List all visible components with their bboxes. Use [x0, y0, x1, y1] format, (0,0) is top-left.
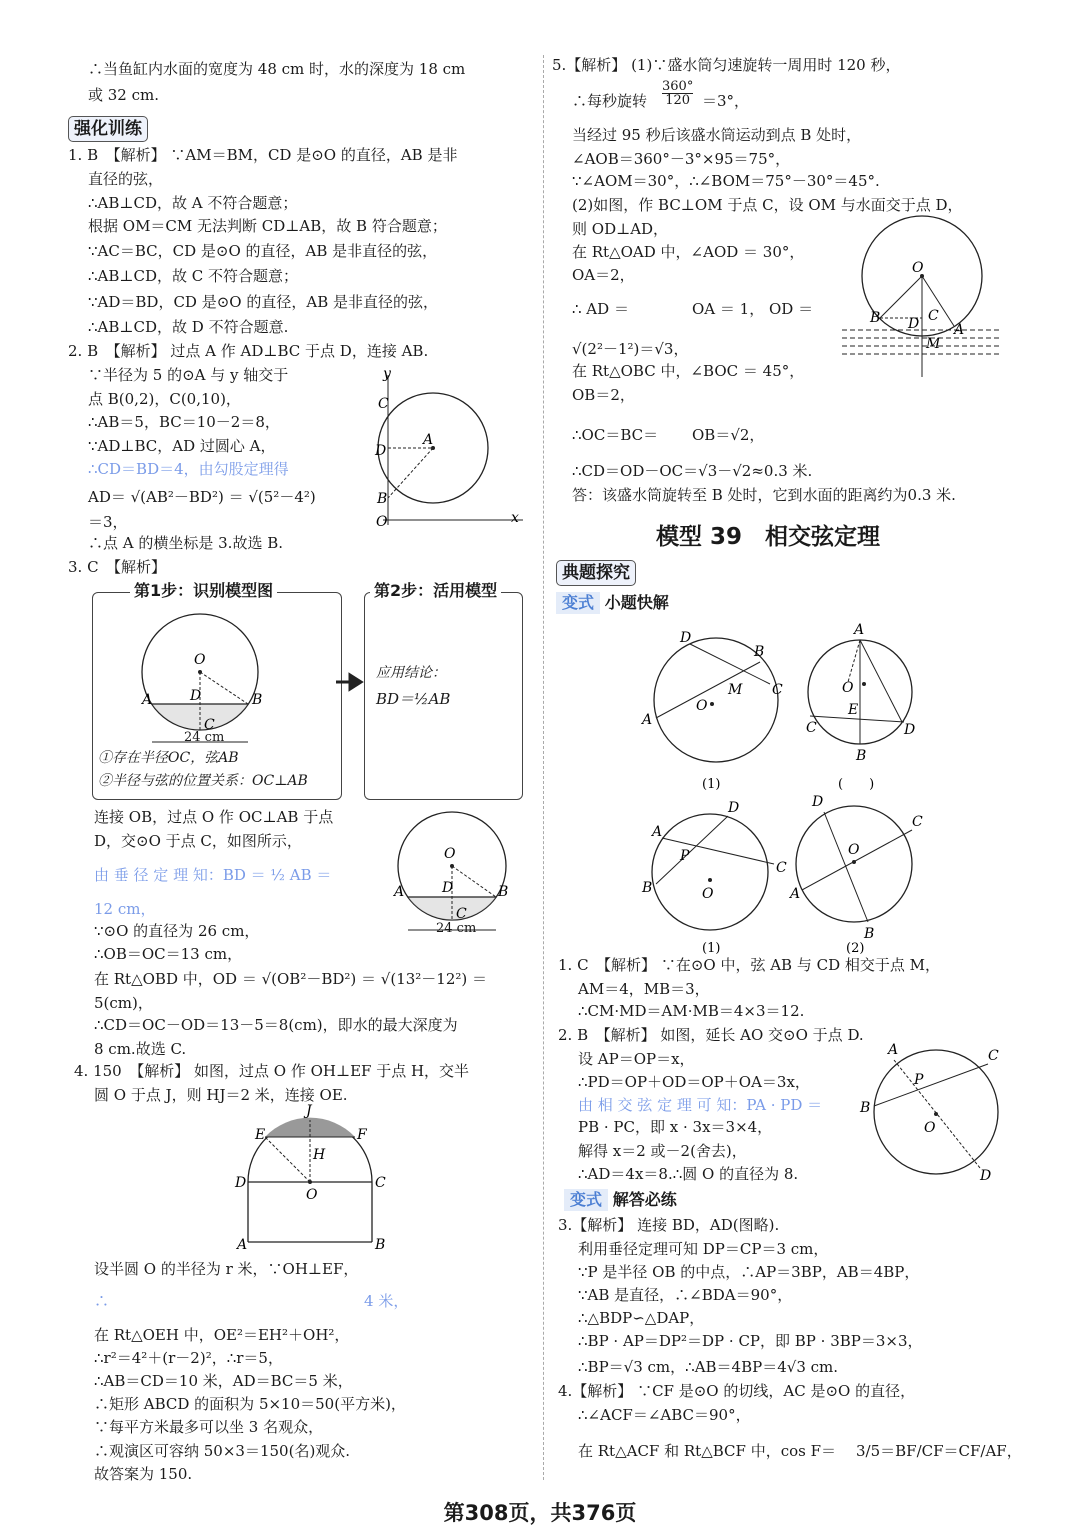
- step1-note: ①存在半径OC，弦AB: [98, 750, 239, 766]
- rq2-line: 解得 x＝2 或－2(舍去)，: [578, 1142, 747, 1160]
- svg-text:C: C: [806, 720, 817, 736]
- svg-text:B: B: [870, 310, 881, 326]
- q1-line: 根据 OM＝CM 无法判断 CD⊥AB，故 B 符合题意；: [88, 217, 447, 235]
- rq4-line: ∴∠ACF＝∠ABC＝90°，: [578, 1406, 751, 1424]
- step2-text: 应用结论：: [376, 665, 446, 681]
- q1-line: ∵AD＝BD，CD 是⊙O 的直径，AB 是非直径的弦，: [88, 293, 438, 311]
- svg-text:C: C: [776, 860, 787, 876]
- q1-line: 1. B 【解析】 ∵AM＝BM，CD 是⊙O 的直径，AB 是非: [68, 146, 458, 164]
- q2-line: ∵AD⊥BC，AD 过圆心 A，: [88, 437, 276, 455]
- svg-text:A: A: [142, 692, 153, 708]
- q2-line: AD＝ √(AB²－BD²) ＝ √(5²－4²): [88, 488, 316, 506]
- svg-text:P: P: [914, 1072, 924, 1088]
- rq3-line: 3.【解析】 连接 BD，AD(图略).: [558, 1216, 780, 1234]
- q4-line: ∴矩形 ABCD 的面积为 5×10＝50(平方米)，: [94, 1395, 406, 1413]
- svg-text:B: B: [375, 1237, 386, 1253]
- q5-line: 当经过 95 秒后该盛水筒运动到点 B 处时，: [572, 126, 862, 144]
- q4-line: ∴AB＝CD＝10 米，AD＝BC＝5 米，: [94, 1372, 353, 1390]
- rq3-line: ∴BP＝√3 cm，∴AB＝4BP＝4√3 cm.: [578, 1358, 839, 1376]
- svg-text:D: D: [812, 794, 824, 810]
- svg-text:J: J: [306, 1103, 312, 1119]
- svg-text:D: D: [680, 630, 692, 646]
- svg-text:C: C: [375, 1175, 386, 1191]
- variant-tag: 变式: [564, 1189, 608, 1211]
- q1-line: ∵AC＝BC，CD 是⊙O 的直径，AB 是非直径的弦，: [88, 242, 438, 260]
- rq3-line: ∴△BDP∽△DAP，: [578, 1309, 705, 1327]
- section-tag-practice: 强化训练: [68, 116, 148, 142]
- variant-tag: 变式: [556, 592, 600, 614]
- q4-line: 设半圆 O 的半径为 r 米，∵OH⊥EF，: [94, 1260, 359, 1278]
- q1-line: ∴AB⊥CD，故 C 不符合题意；: [88, 267, 299, 285]
- svg-text:A: A: [237, 1237, 248, 1253]
- q2-line: ∴点 A 的横坐标是 3.故选 B.: [88, 534, 284, 552]
- q5-line: 5.【解析】 (1)∵盛水筒匀速旋转一周用时 120 秒，: [552, 56, 901, 74]
- rq2-line: PB · PC，即 x · 3x＝3×4，: [578, 1118, 773, 1136]
- q5-line: 在 Rt△OAD 中，∠AOD ＝ 30°，: [572, 243, 805, 261]
- intro-line: 或 32 cm.: [88, 86, 160, 104]
- svg-text:A: A: [394, 884, 405, 900]
- rq1-line: AM＝4，MB＝3，: [578, 980, 710, 998]
- svg-text:A: A: [954, 322, 965, 338]
- q3-line: 在 Rt△OBD 中，OD ＝ √(OB²－BD²) ＝ √(13²－12²) ＝: [94, 970, 488, 988]
- q3-line: 连接 OB，过点 O 作 OC⊥AB 于点: [94, 808, 334, 826]
- svg-text:C: C: [912, 814, 923, 830]
- svg-text:B: B: [377, 491, 388, 507]
- svg-text:D: D: [235, 1175, 247, 1191]
- q4-line: ∵每平方米最多可以坐 3 名观众，: [94, 1418, 324, 1436]
- svg-text:H: H: [313, 1147, 326, 1163]
- step2-formula: BD＝½AB: [376, 690, 451, 708]
- svg-text:B: B: [864, 926, 875, 942]
- sub-title-must: 解答必练: [612, 1190, 677, 1209]
- rq2-line: 设 AP＝OP＝x，: [578, 1050, 695, 1068]
- svg-text:D: D: [728, 800, 740, 816]
- svg-text:C: C: [378, 396, 389, 412]
- q4-line: ∴观演区可容纳 50×3＝150(名)观众.: [94, 1442, 351, 1460]
- q5-line: ∠AOB＝360°－3°×95＝75°，: [572, 150, 791, 168]
- step1-note: ②半径与弦的位置关系：OC⊥AB: [98, 773, 308, 789]
- q5-line: ∴CD＝OD－OC＝√3－√2≈0.3 米.: [572, 462, 813, 480]
- q3-line: D，交⊙O 于点 C，如图所示，: [94, 832, 302, 850]
- rq3-line: 利用垂径定理可知 DP＝CP＝3 cm，: [578, 1240, 829, 1258]
- rq3-line: ∵P 是半径 OB 的中点，∴AP＝3BP，AB＝4BP，: [578, 1263, 920, 1281]
- column-divider: [543, 55, 544, 1480]
- svg-text:M: M: [728, 682, 743, 698]
- svg-text:A: A: [642, 712, 653, 728]
- q1-line: 直径的弦，: [88, 170, 164, 188]
- q3-line: ∴OB＝OC＝13 cm，: [94, 945, 243, 963]
- rq4-line: 3/5＝BF/CF＝CF/AF，: [856, 1442, 1022, 1460]
- svg-text:A: A: [652, 824, 663, 840]
- svg-text:A: A: [423, 432, 434, 448]
- step-arrow-icon: [336, 672, 366, 692]
- q5-line: ∴OC＝BC＝: [572, 426, 659, 444]
- figure-caption: (1): [702, 941, 721, 956]
- svg-text:O: O: [848, 842, 860, 858]
- svg-text:C: C: [456, 906, 467, 922]
- svg-text:O: O: [912, 260, 924, 276]
- q2-line: 点 B(0,2)，C(0,10)，: [88, 390, 241, 408]
- svg-text:O: O: [306, 1187, 318, 1203]
- q3-line: ∵⊙O 的直径为 26 cm，: [94, 922, 260, 940]
- q4-line: 4. 150 【解析】 如图，过点 O 作 OH⊥EF 于点 H，交半: [74, 1062, 470, 1080]
- q2-circle-figure: [373, 366, 533, 530]
- svg-text:D: D: [980, 1168, 992, 1184]
- q2-line: ∴AB＝5，BC＝10－2＝8，: [88, 413, 280, 431]
- svg-text:O: O: [194, 652, 206, 668]
- svg-text:A: A: [790, 886, 801, 902]
- rq2-line-highlight: 由 相 交 弦 定 理 可 知：PA · PD ＝: [578, 1096, 823, 1114]
- svg-text:O: O: [842, 680, 854, 696]
- svg-text:B: B: [642, 880, 653, 896]
- figure-caption: (2): [846, 941, 865, 956]
- q5-line: 在 Rt△OBC 中，∠BOC ＝ 45°，: [572, 362, 805, 380]
- svg-text:B: B: [856, 748, 867, 764]
- rq4-line: 4.【解析】 ∵CF 是⊙O 的切线，AC 是⊙O 的直径，: [558, 1382, 916, 1400]
- svg-text:y: y: [383, 366, 391, 382]
- sub-title-quick: 小题快解: [604, 593, 669, 612]
- rq4-line: 在 Rt△ACF 和 Rt△BCF 中，cos F＝: [578, 1442, 836, 1460]
- svg-text:F: F: [357, 1127, 367, 1143]
- q4-line-highlight: ∴ 4 米，: [94, 1292, 409, 1310]
- svg-text:D: D: [442, 880, 454, 896]
- q5-line: √(2²－1²)＝√3，: [572, 340, 689, 358]
- q2-line-highlight: ∴CD＝BD＝4，由勾股定理得: [88, 460, 289, 478]
- rq2-line: 2. B 【解析】 如图，延长 AO 交⊙O 于点 D.: [558, 1026, 864, 1044]
- dim-label: 24 cm: [184, 730, 225, 745]
- q1-line: ∴AB⊥CD，故 D 不符合题意.: [88, 318, 289, 336]
- q3-line: 5(cm)，: [94, 994, 153, 1012]
- rq2-circle-figure: [860, 1042, 1014, 1184]
- svg-text:C: C: [772, 682, 783, 698]
- figure-caption: ( ): [838, 777, 875, 792]
- q5-line: ∴每秒旋转: [572, 92, 648, 110]
- svg-text:O: O: [924, 1120, 936, 1136]
- page-footer: 第308页，共376页: [443, 1501, 637, 1525]
- q4-line: 圆 O 于点 J，则 HJ＝2 米，连接 OE.: [94, 1086, 348, 1104]
- svg-text:C: C: [928, 308, 939, 324]
- q3-line-highlight: 由 垂 径 定 理 知：BD ＝ ½ AB ＝: [94, 866, 332, 884]
- svg-text:B: B: [860, 1100, 871, 1116]
- svg-text:O: O: [376, 514, 388, 530]
- section-tag-examples: 典题探究: [556, 560, 636, 586]
- variant-figures-row1: [642, 622, 972, 792]
- q1-line: ∴AB⊥CD，故 A 不符合题意；: [88, 194, 298, 212]
- variant-figures-row2: [642, 794, 972, 954]
- step2-title: 第2步：活用模型: [370, 578, 501, 601]
- q5-waterwheel-figure: [842, 212, 1007, 382]
- rq2-line: ∴PD＝OP＋OD＝OP＋OA＝3x，: [578, 1073, 810, 1091]
- q5-line: ∴ AD ＝: [572, 300, 629, 318]
- q4-line: 故答案为 150.: [94, 1465, 193, 1483]
- svg-text:D: D: [375, 443, 387, 459]
- q5-line: ∵∠AOM＝30°，∴∠BOM＝75°－30°＝45°.: [572, 172, 880, 190]
- svg-text:A: A: [854, 622, 865, 638]
- rq3-line: ∴BP · AP＝DP²＝DP · CP，即 BP · 3BP＝3×3，: [578, 1332, 923, 1350]
- rq3-line: ∵AB 是直径，∴∠BDA＝90°，: [578, 1286, 793, 1304]
- svg-text:B: B: [754, 644, 765, 660]
- q2-line: 2. B 【解析】 过点 A 作 AD⊥BC 于点 D，连接 AB.: [68, 342, 429, 360]
- q5-line: OB＝√2，: [692, 426, 765, 444]
- q4-line: 在 Rt△OEH 中，OE²＝EH²＋OH²，: [94, 1326, 350, 1344]
- q5-line: 则 OD⊥AD，: [572, 220, 669, 238]
- q3-line: 8 cm.故选 C.: [94, 1040, 187, 1058]
- q3-line-highlight: 12 cm，: [94, 900, 156, 918]
- q5-line: 答：该盛水筒旋转至 B 处时，它到水面的距离约为0.3 米.: [572, 486, 956, 504]
- svg-text:D: D: [190, 688, 202, 704]
- svg-text:B: B: [498, 884, 509, 900]
- q5-line: (2)如图，作 BC⊥OM 于点 C，设 OM 与水面交于点 D，: [572, 196, 963, 214]
- svg-text:D: D: [908, 316, 920, 332]
- svg-text:E: E: [848, 702, 859, 718]
- q3-line: ∴CD＝OC－OD＝13－5＝8(cm)，即水的最大深度为: [94, 1016, 458, 1034]
- svg-text:C: C: [204, 717, 215, 733]
- svg-text:E: E: [255, 1127, 266, 1143]
- q5-line: OB＝2，: [572, 386, 635, 404]
- intro-line: ∴当鱼缸内水面的宽度为 48 cm 时，水的深度为 18 cm: [88, 60, 466, 78]
- svg-text:B: B: [252, 692, 263, 708]
- svg-text:O: O: [696, 698, 708, 714]
- svg-text:M: M: [926, 336, 941, 352]
- svg-text:D: D: [904, 722, 916, 738]
- model-title: 模型 39 相交弦定理: [656, 524, 881, 550]
- rq2-line: ∴AD＝4x＝8.∴圆 O 的直径为 8.: [578, 1165, 799, 1183]
- svg-text:O: O: [702, 886, 714, 902]
- q2-line: ∵半径为 5 的⊙A 与 y 轴交于: [88, 366, 289, 384]
- fraction: $\frac{360^\circ}{120}$: [662, 79, 694, 108]
- dim-label: 24 cm: [436, 921, 477, 936]
- svg-text:P: P: [680, 848, 690, 864]
- svg-text:O: O: [444, 846, 456, 862]
- q4-stage-figure: [233, 1103, 393, 1253]
- svg-text:x: x: [511, 510, 519, 526]
- figure-caption: (1): [702, 777, 721, 792]
- q4-line: ∴r²＝4²＋(r－2)²，∴r＝5，: [94, 1349, 283, 1367]
- q2-line: ＝3，: [88, 513, 128, 531]
- step1-title: 第1步：识别模型图: [130, 578, 277, 601]
- svg-text:C: C: [988, 1048, 999, 1064]
- rq1-line: ∴CM·MD＝AM·MB＝4×3＝12.: [578, 1002, 805, 1020]
- q5-line: OA ＝ 1， OD ＝: [692, 300, 814, 318]
- q3-head: 3. C 【解析】: [68, 558, 167, 576]
- svg-text:A: A: [888, 1042, 899, 1058]
- q5-line: OA＝2，: [572, 266, 635, 284]
- q5-line: ＝3°，: [702, 92, 750, 110]
- rq1-line: 1. C 【解析】 ∵在⊙O 中，弦 AB 与 CD 相交于点 M，: [558, 956, 941, 974]
